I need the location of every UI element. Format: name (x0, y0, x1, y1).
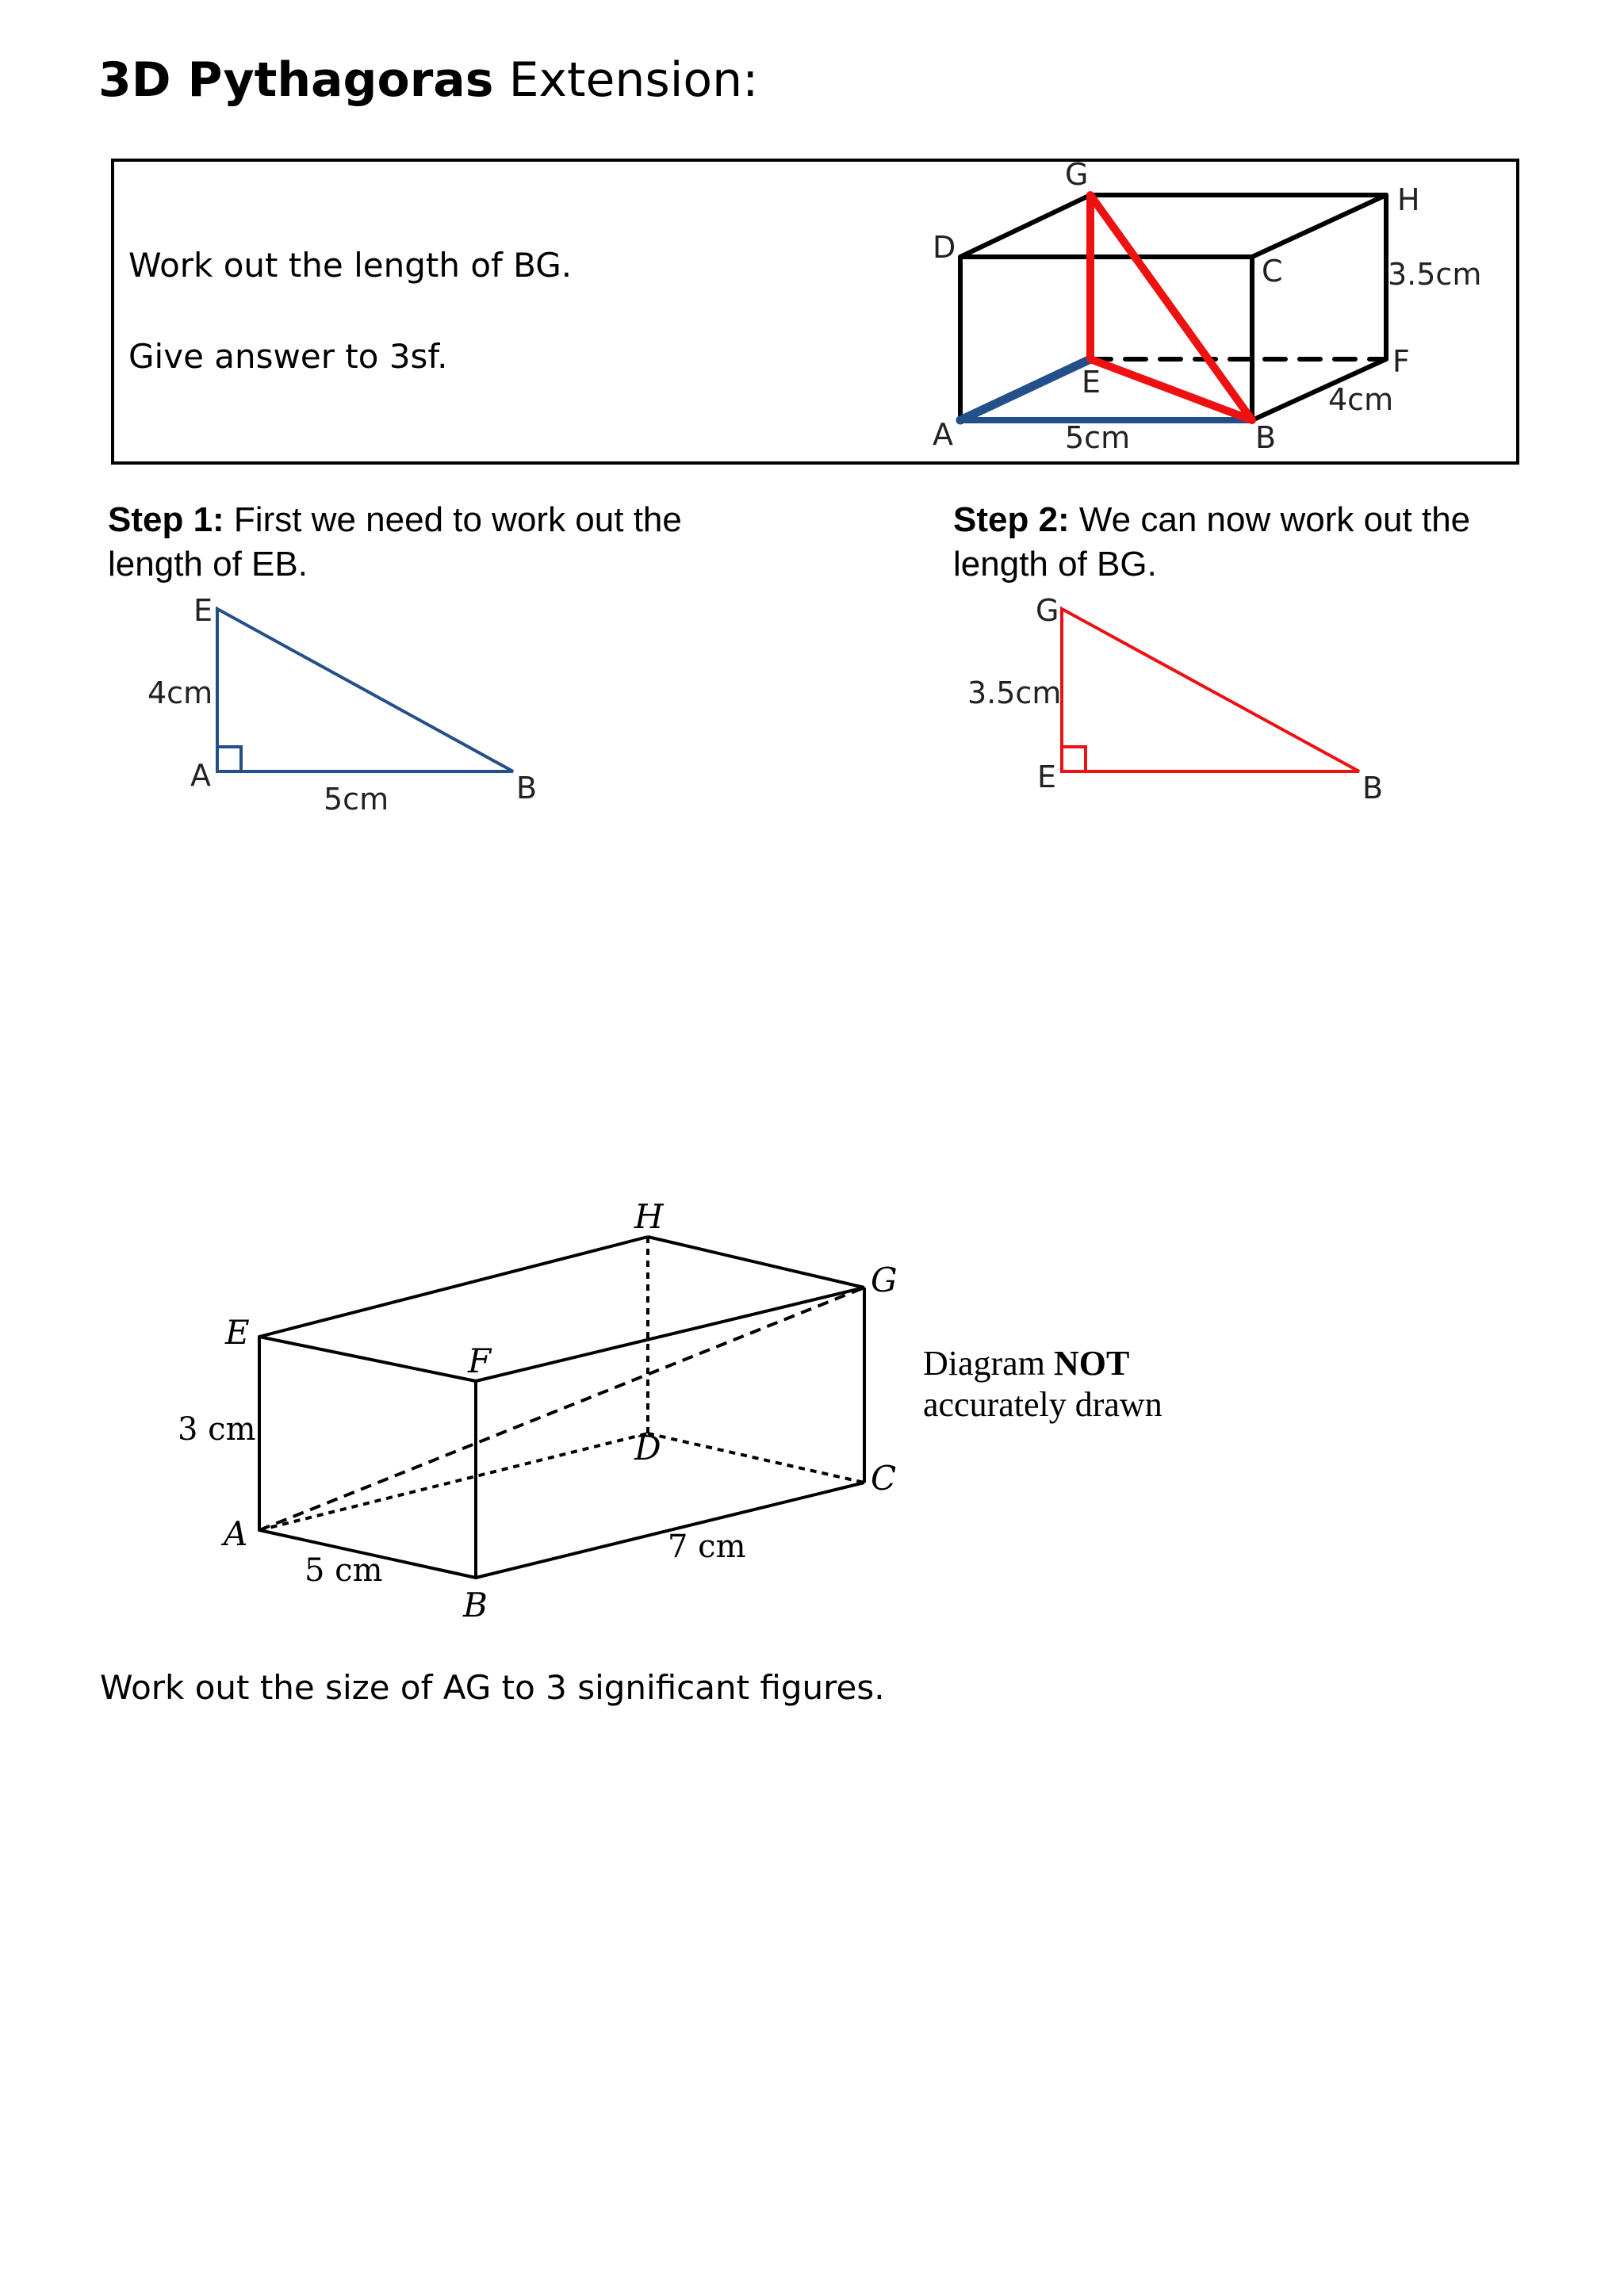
exercise-label-length: 7 cm (668, 1529, 746, 1565)
step1-label-B: B (516, 771, 538, 806)
step1-heading: Step 1: (108, 500, 224, 539)
exercise-label-width: 5 cm (304, 1552, 383, 1589)
step2-triangle (1062, 609, 1359, 771)
edge-CH (1252, 195, 1386, 257)
edge-EH (259, 1237, 648, 1337)
hidden-edge-DC (648, 1433, 864, 1483)
cuboid-label-B: B (1255, 420, 1277, 455)
triangle-GEB (1062, 609, 1359, 771)
step1-label-E: E (193, 593, 213, 628)
cuboid-label-F: F (1392, 344, 1410, 379)
cuboid-label-len-BF: 4cm (1328, 382, 1394, 417)
diagonal-AG (259, 1288, 864, 1530)
exercise-label-D: D (634, 1429, 661, 1468)
cuboid-label-E: E (1082, 365, 1101, 400)
exercise-label-height: 3 cm (178, 1411, 256, 1448)
step1-triangle (217, 609, 513, 771)
exercise-cuboid (259, 1237, 864, 1578)
note-line2: accurately drawn (923, 1385, 1162, 1424)
exercise-label-C: C (871, 1459, 897, 1498)
title-rest: Extension: (493, 52, 759, 108)
exercise-label-F: F (468, 1341, 492, 1380)
step1-body: First we need to work out the length of EB. (108, 500, 682, 584)
step1-label-side-EA: 4cm (147, 675, 213, 710)
cuboid-face-EFBA (259, 1337, 476, 1578)
diagram-note (923, 1343, 1162, 1425)
right-angle-mark-A (217, 747, 241, 771)
cuboid-label-len-FH: 3.5cm (1388, 257, 1482, 292)
step1-text (108, 498, 758, 587)
note-line1-plain: Diagram (923, 1344, 1054, 1383)
hidden-edge-AD (259, 1433, 648, 1530)
right-angle-mark-E (1062, 747, 1086, 771)
task-cuboid (960, 195, 1386, 420)
step1-label-A: A (190, 758, 211, 793)
title-bold: 3D Pythagoras (98, 52, 494, 108)
exercise-question: Work out the size of AG to 3 significant figures. (100, 1668, 885, 1707)
cuboid-label-len-AB: 5cm (1065, 420, 1131, 455)
cuboid-label-H: H (1397, 182, 1420, 217)
cuboid-label-G: G (1065, 157, 1089, 192)
edge-DG (960, 195, 1090, 257)
step2-text (953, 498, 1524, 587)
step1-label-side-AB: 5cm (324, 782, 389, 817)
triangle-EAB (217, 609, 513, 771)
exercise-label-H: H (634, 1197, 664, 1236)
cuboid-label-D: D (933, 230, 956, 265)
exercise-label-E: E (225, 1313, 250, 1352)
exercise-label-A: A (224, 1514, 248, 1553)
task-instruction: Work out the length of BG. (128, 246, 573, 285)
step2-label-B: B (1362, 771, 1384, 806)
red-triangle-GEB (1090, 195, 1252, 420)
cuboid-label-C: C (1262, 254, 1283, 289)
cuboid-label-A: A (933, 417, 953, 452)
exercise-label-G: G (871, 1261, 898, 1299)
base-edge-AE (960, 359, 1090, 420)
step2-body: We can now work out the length of BG. (953, 500, 1471, 584)
edge-HG (648, 1237, 864, 1288)
task-accuracy: Give answer to 3sf. (128, 337, 448, 376)
step2-label-E: E (1037, 760, 1057, 794)
step2-label-G: G (1036, 593, 1059, 628)
step2-label-side-GE: 3.5cm (967, 675, 1062, 710)
exercise-label-B: B (463, 1586, 488, 1624)
step2-heading: Step 2: (953, 500, 1070, 539)
note-line1-bold: NOT (1053, 1344, 1130, 1383)
